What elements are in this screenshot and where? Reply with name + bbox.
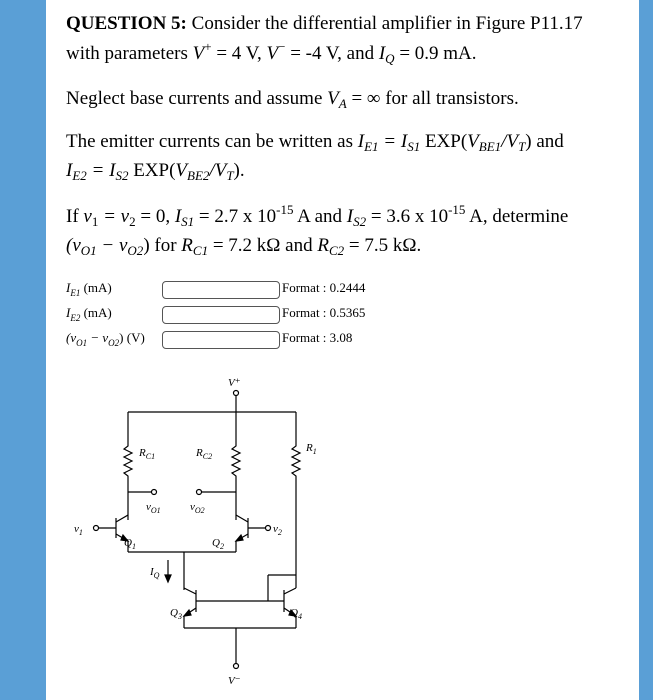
q3-label: $Q_3$ bbox=[170, 607, 182, 621]
question-intro: Consider the differential amplifier in Figure P11.17 bbox=[191, 13, 583, 34]
rc1-label: $R_{C1}$ bbox=[139, 447, 156, 461]
question-line-7: $(v_{O1} - v_{O2})$ for $R_{C1} = 7.2$ kΩ and $R_{C2} = 7.5$ kΩ. bbox=[66, 235, 422, 258]
question-line-2: with parameters V+ = 4 V, V− = -4 V, and $I_Q = 0.9$ mA. bbox=[66, 39, 477, 66]
ie1-label: $I_{E1}$ (mA) bbox=[66, 280, 112, 298]
vo2-terminal bbox=[197, 490, 202, 495]
r1-label: $R_1$ bbox=[306, 442, 317, 456]
question-line-4: The emitter currents can be written as $I_{E1} = I_{S1}$ $EXP(V_{BE1}/V_T)$ and bbox=[66, 131, 564, 154]
q2-label: $Q_2$ bbox=[212, 537, 224, 551]
vminus-terminal bbox=[234, 664, 239, 669]
ie2-label: $I_{E2}$ (mA) bbox=[66, 305, 112, 323]
v2-terminal bbox=[266, 526, 271, 531]
r1-resistor bbox=[292, 442, 300, 480]
v1-terminal bbox=[94, 526, 99, 531]
vo1-label: $v_{O1}$ bbox=[146, 501, 161, 515]
ie1-format-hint: Format : 0.2444 bbox=[282, 280, 366, 295]
vminus-label: V⁻ bbox=[228, 675, 241, 687]
question-line-6: If $v_1 = v_2 = 0$, $I_{S1} = 2.7$ x $10^{-15}$ A and $I_{S2} = 3.6$ x $10^{-15}$ A, determine bbox=[66, 202, 569, 229]
vdiff-label: $(v_{O1} - v_{O2})$ (V) bbox=[66, 330, 145, 348]
v1-label: $v_1$ bbox=[74, 523, 83, 537]
rc2-label: $R_{C2}$ bbox=[196, 447, 213, 461]
circuit-schematic bbox=[46, 0, 639, 700]
rc1-resistor bbox=[124, 442, 132, 480]
iq-arrow bbox=[165, 575, 171, 582]
q1-label: $Q_1$ bbox=[124, 537, 136, 551]
vo1-terminal bbox=[152, 490, 157, 495]
vplus-terminal bbox=[234, 391, 239, 396]
question-heading: QUESTION 5: bbox=[66, 13, 187, 34]
vdiff-format-hint: Format : 3.08 bbox=[282, 330, 353, 345]
vo2-label: $v_{O2}$ bbox=[190, 501, 205, 515]
ie2-format-hint: Format : 0.5365 bbox=[282, 305, 366, 320]
q4-label: $Q_4$ bbox=[290, 607, 302, 621]
rc2-resistor bbox=[232, 442, 240, 480]
v2-label: $v_2$ bbox=[273, 523, 282, 537]
question-line-5: $I_{E2} = I_{S2}$ $EXP(V_{BE2}/V_T)$. bbox=[66, 160, 245, 183]
q2-transistor bbox=[236, 515, 248, 541]
question-card bbox=[46, 0, 639, 700]
q3-transistor bbox=[184, 588, 196, 616]
vplus-label: V⁺ bbox=[228, 377, 241, 389]
question-line-3: Neglect base currents and assume $V_A$ = ∞ for all transistors. bbox=[66, 88, 519, 111]
iq-label: $I_Q$ bbox=[150, 566, 160, 580]
